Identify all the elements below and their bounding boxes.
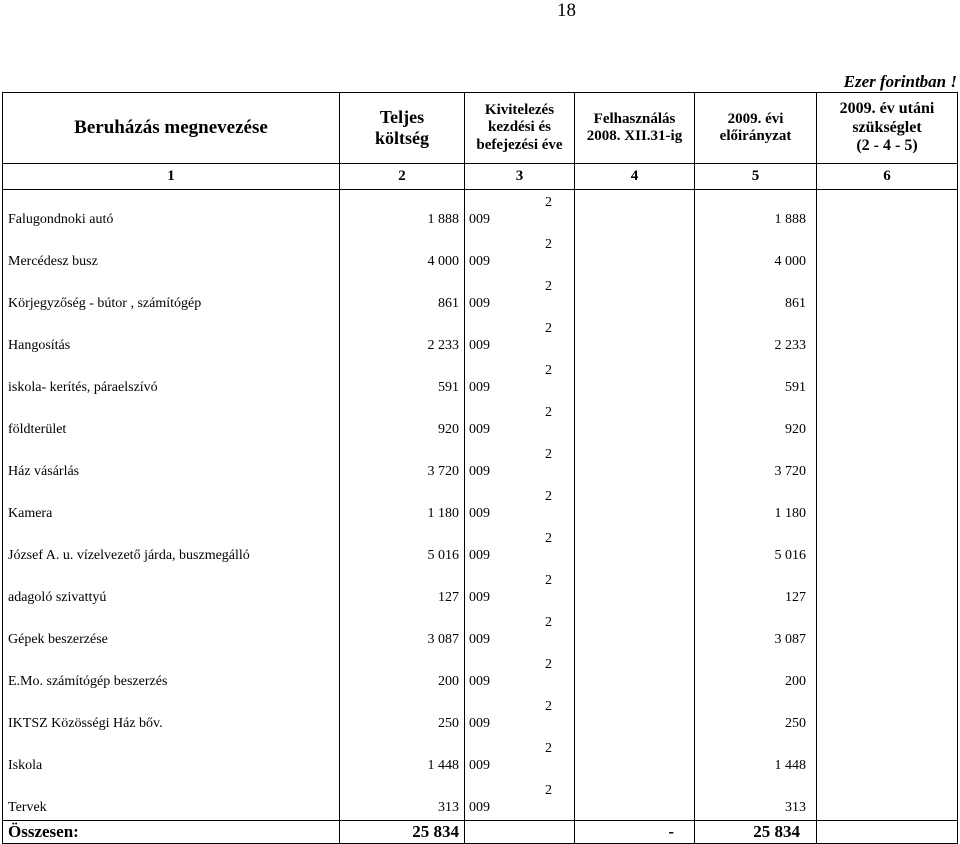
row-year (465, 610, 575, 652)
row-year-prefix: 2 (545, 573, 552, 588)
row-year-prefix: 2 (545, 489, 552, 504)
row-plan: 920 (695, 400, 817, 442)
header-row (3, 93, 958, 164)
row-year (465, 232, 575, 274)
table-body (3, 190, 958, 821)
table-row (3, 652, 958, 694)
row-name: E.Mo. számítógép beszerzés (3, 652, 340, 694)
row-year-value: 009 (469, 716, 490, 731)
row-year-prefix: 2 (545, 699, 552, 714)
row-name: IKTSZ Közösségi Ház bőv. (3, 694, 340, 736)
row-plan: 313 (695, 778, 817, 821)
row-name: Falugondnoki autó (3, 190, 340, 233)
row-year (465, 316, 575, 358)
row-year (465, 358, 575, 400)
row-need (817, 484, 958, 526)
row-year-value: 009 (469, 380, 490, 395)
row-year-value: 009 (469, 254, 490, 269)
row-year-prefix: 2 (545, 615, 552, 630)
row-need (817, 400, 958, 442)
row-used (575, 484, 695, 526)
column-number: 2 (340, 164, 465, 190)
row-used (575, 358, 695, 400)
row-name: Gépek beszerzése (3, 610, 340, 652)
row-cost: 591 (340, 358, 465, 400)
row-used (575, 442, 695, 484)
total-need (817, 821, 958, 844)
row-used (575, 778, 695, 821)
row-plan: 200 (695, 652, 817, 694)
row-year-prefix: 2 (545, 741, 552, 756)
unit-note: Ezer forintban ! (843, 72, 957, 91)
row-year-prefix: 2 (545, 447, 552, 462)
table-row (3, 316, 958, 358)
row-used (575, 652, 695, 694)
row-plan: 1 180 (695, 484, 817, 526)
column-number: 3 (465, 164, 575, 190)
table-row (3, 274, 958, 316)
row-year-prefix: 2 (545, 363, 552, 378)
row-cost: 3 087 (340, 610, 465, 652)
row-year-value: 009 (469, 548, 490, 563)
row-used (575, 568, 695, 610)
row-cost: 861 (340, 274, 465, 316)
page-number: 18 (557, 0, 576, 21)
row-cost: 4 000 (340, 232, 465, 274)
row-cost: 1 448 (340, 736, 465, 778)
table-row (3, 736, 958, 778)
row-name: Tervek (3, 778, 340, 821)
row-cost: 313 (340, 778, 465, 821)
row-name: földterület (3, 400, 340, 442)
total-cost: 25 834 (340, 821, 465, 844)
row-year-prefix: 2 (545, 279, 552, 294)
total-start (465, 821, 575, 844)
row-year-prefix: 2 (545, 405, 552, 420)
row-used (575, 190, 695, 233)
row-need (817, 736, 958, 778)
row-year-value: 009 (469, 338, 490, 353)
row-need (817, 358, 958, 400)
row-name: Ház vásárlás (3, 442, 340, 484)
table-row (3, 232, 958, 274)
table-row (3, 694, 958, 736)
row-plan: 861 (695, 274, 817, 316)
column-number: 4 (575, 164, 695, 190)
header-plan: 2009. évi előirányzat (695, 93, 817, 164)
row-used (575, 232, 695, 274)
row-year-value: 009 (469, 464, 490, 479)
header-name: Beruházás megnevezése (3, 93, 340, 164)
row-year-prefix: 2 (545, 321, 552, 336)
row-name: Mercédesz busz (3, 232, 340, 274)
row-plan: 127 (695, 568, 817, 610)
row-plan: 2 233 (695, 316, 817, 358)
row-name: József A. u. vízelvezető járda, buszmegálló (3, 526, 340, 568)
row-year-prefix: 2 (545, 531, 552, 546)
total-used: - (575, 821, 695, 844)
row-need (817, 316, 958, 358)
table-row (3, 568, 958, 610)
row-year (465, 778, 575, 821)
row-name: Kamera (3, 484, 340, 526)
row-need (817, 190, 958, 233)
row-cost: 127 (340, 568, 465, 610)
header-start: Kivitelezés kezdési és befejezési éve (465, 93, 575, 164)
row-name: Hangosítás (3, 316, 340, 358)
row-plan: 4 000 (695, 232, 817, 274)
row-need (817, 694, 958, 736)
row-year (465, 736, 575, 778)
row-year-prefix: 2 (545, 783, 552, 798)
row-cost: 920 (340, 400, 465, 442)
row-year (465, 568, 575, 610)
header-cost: Teljes költség (340, 93, 465, 164)
row-used (575, 736, 695, 778)
table-row (3, 778, 958, 821)
row-used (575, 400, 695, 442)
row-need (817, 778, 958, 821)
row-cost: 1 888 (340, 190, 465, 233)
row-name: adagoló szivattyú (3, 568, 340, 610)
row-plan: 5 016 (695, 526, 817, 568)
row-used (575, 316, 695, 358)
row-year (465, 400, 575, 442)
row-need (817, 442, 958, 484)
row-year (465, 526, 575, 568)
column-number: 5 (695, 164, 817, 190)
row-year-prefix: 2 (545, 657, 552, 672)
row-plan: 3 720 (695, 442, 817, 484)
table-row (3, 190, 958, 233)
investment-table (2, 92, 958, 844)
row-need (817, 652, 958, 694)
table-row (3, 358, 958, 400)
total-plan: 25 834 (695, 821, 817, 844)
row-plan: 591 (695, 358, 817, 400)
table-row (3, 400, 958, 442)
row-plan: 1 448 (695, 736, 817, 778)
row-year-value: 009 (469, 590, 490, 605)
row-cost: 2 233 (340, 316, 465, 358)
table-row (3, 484, 958, 526)
row-need (817, 232, 958, 274)
row-year-value: 009 (469, 212, 490, 227)
total-label: Összesen: (3, 821, 340, 844)
row-cost: 5 016 (340, 526, 465, 568)
row-used (575, 694, 695, 736)
header-used: Felhasználás 2008. XII.31-ig (575, 93, 695, 164)
row-used (575, 610, 695, 652)
row-year-prefix: 2 (545, 237, 552, 252)
table-row (3, 610, 958, 652)
row-cost: 200 (340, 652, 465, 694)
row-plan: 250 (695, 694, 817, 736)
row-need (817, 526, 958, 568)
row-cost: 1 180 (340, 484, 465, 526)
row-cost: 250 (340, 694, 465, 736)
table-row (3, 526, 958, 568)
row-need (817, 274, 958, 316)
row-name: Iskola (3, 736, 340, 778)
row-plan: 3 087 (695, 610, 817, 652)
row-year (465, 442, 575, 484)
column-number: 6 (817, 164, 958, 190)
row-year-value: 009 (469, 506, 490, 521)
row-used (575, 526, 695, 568)
header-need: 2009. év utáni szükséglet (2 - 4 - 5) (817, 93, 958, 164)
row-year-prefix: 2 (545, 195, 552, 210)
row-year (465, 694, 575, 736)
row-year-value: 009 (469, 296, 490, 311)
row-name: Körjegyzőség - bútor , számítógép (3, 274, 340, 316)
column-number: 1 (3, 164, 340, 190)
row-year (465, 274, 575, 316)
total-row (3, 821, 958, 844)
row-year-value: 009 (469, 632, 490, 647)
column-number-row (3, 164, 958, 190)
row-name: iskola- kerítés, páraelszívó (3, 358, 340, 400)
row-year (465, 484, 575, 526)
row-year-value: 009 (469, 758, 490, 773)
row-used (575, 274, 695, 316)
row-year-value: 009 (469, 800, 490, 815)
row-year (465, 652, 575, 694)
row-year-value: 009 (469, 674, 490, 689)
row-year-value: 009 (469, 422, 490, 437)
row-need (817, 610, 958, 652)
row-plan: 1 888 (695, 190, 817, 233)
row-year (465, 190, 575, 233)
table-row (3, 442, 958, 484)
row-need (817, 568, 958, 610)
row-cost: 3 720 (340, 442, 465, 484)
